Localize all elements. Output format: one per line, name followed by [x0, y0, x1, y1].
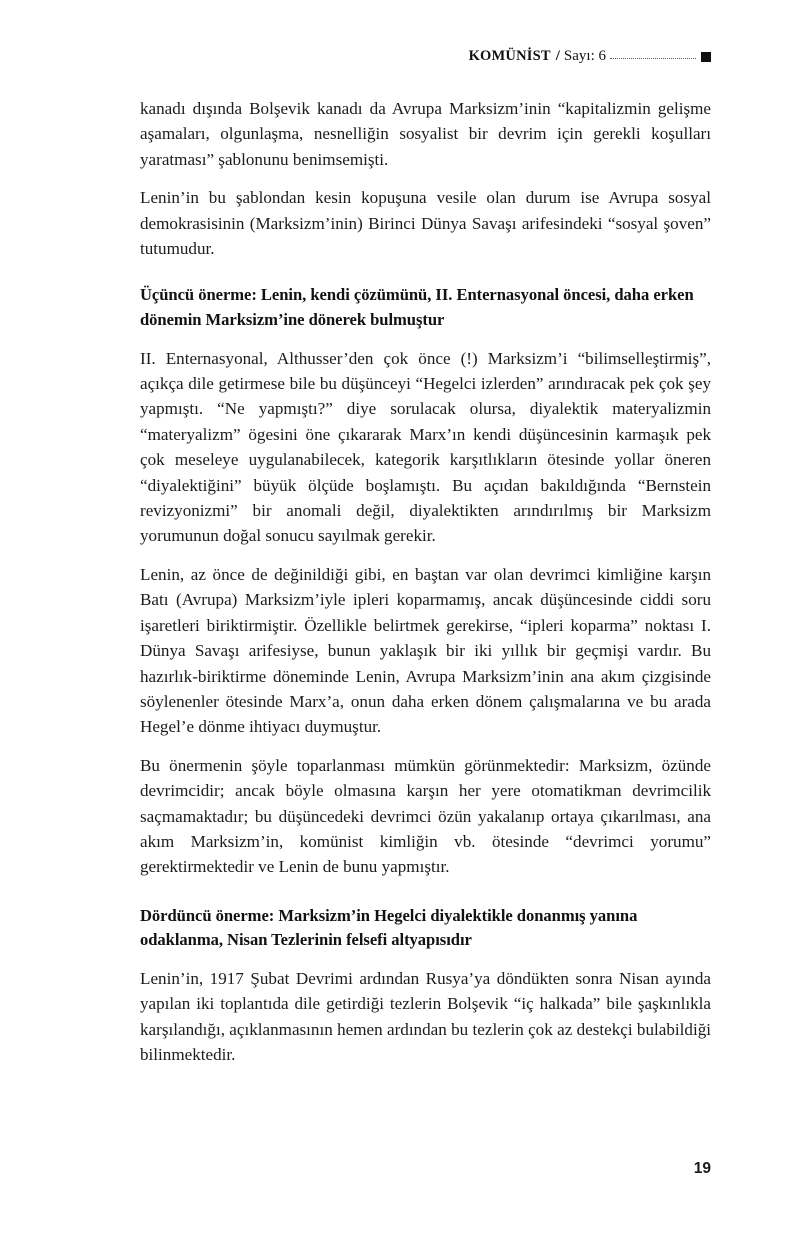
header-separator: /	[555, 47, 560, 64]
paragraph-5: Bu önermenin şöyle toparlanması mümkün görünmektedir: Marksizm, özünde devrimcidir; ancak böyle olmasına karşın her yere otomatikman devrimcilik saçmamaktadır; bu düşüncedeki devrimci özün yakalanıp ortaya çıkarılması, ana akım Marksizm’in, komünist kimliğin vb. ötesinde “devrimci yorumu” gerektirmektedir ve Lenin de bunu yapmıştır.	[140, 755, 711, 877]
square-ornament-icon	[701, 52, 711, 62]
heading-dorduncu-onerme: Dördüncü önerme: Marksizm’in Hegelci diyalektikle donanmış yanına odaklanma, Nisan Tezlerinin felsefi altyapısıdır	[140, 905, 638, 950]
paragraph-6: Lenin’in, 1917 Şubat Devrimi ardından Rusya’ya döndükten sonra Nisan ayında yapılan iki toplantıda dile getirdiği tezlerin Bolşevik “iç halkada” bile şaşkınlıkla karşılandığı, açıklanmasının hemen ardından bu tezlerin çok az destekçi bulabildiği bilinmektedir.	[140, 968, 711, 1065]
header-dot-leader	[610, 57, 696, 59]
page-number: 19	[693, 1160, 711, 1177]
header-journal-title: KOMÜNİST	[468, 47, 551, 64]
running-header	[140, 44, 711, 68]
paragraph-3: II. Enternasyonal, Althusser’den çok önce (!) Marksizm’i “bilimselleştirmiş”, açıkça dile getirmese bile bu düşünceyi “Hegelci izlerden” arındıracak pek çok şey yapmıştı. “Ne yapmıştı?” diye sorulacak olursa, diyalektik materyalizmin “materyalizm” ögesini öne çıkararak Marx’ın kendi düşüncesinin karmaşık pek çok meseleye uygulanabilecek, kategorik karşıtlıkların ötesinde yollar öneren “diyalektiğini” büyük ölçüde boşlamıştı. Bu açıdan bakıldığında “Bernstein revizyonizmi” bir anomali değil, diyalektikten arındırılmış bir Marksizm yorumunun doğal sonucu sayılmak gerekir.	[140, 348, 711, 546]
heading-ucuncu-onerme: Üçüncü önerme: Lenin, kendi çözümünü, II. Enternasyonal öncesi, daha erken dönemin Marksizm’ine dönerek bulmuştur	[140, 285, 694, 330]
header-issue-number: Sayı: 6	[563, 47, 606, 64]
paragraph-4: Lenin, az önce de değinildiği gibi, en baştan var olan devrimci kimliğine karşın Batı (Avrupa) Marksizm’iyle ipleri koparmamış, ancak düşüncesinde ciddi soru işaretleri biriktirmiştir. Özellikle belirtmek gerekirse, “ipleri koparma” noktası I. Dünya Savaşı arifesiyse, bunun yaklaşık bir iki yıllık bir geçmişi vardır. Bu hazırlık-biriktirme döneminde Lenin, Avrupa Marksizm’inin ana akım çizgisinde söylenenler ötesinde Marx’a, onun daha erken dönem çalışmalarına ve bu arada Hegel’e dönme ihtiyacı duymuştur.	[140, 564, 711, 737]
body-text-column	[140, 96, 711, 1068]
paragraph-2: Lenin’in bu şablondan kesin kopuşuna vesile olan durum ise Avrupa sosyal demokrasisinin (Marksizm’inin) Birinci Dünya Savaşı arifesindeki “sosyal şoven” tutumudur.	[140, 188, 711, 259]
paragraph-1: kanadı dışında Bolşevik kanadı da Avrupa Marksizm’inin “kapitalizmin gelişme aşamaları, olgunlaşma, nesnelliğin sosyalist bir devrim için gerekli koşulları yaratması” şablonunu benimsemişti.	[140, 99, 711, 169]
